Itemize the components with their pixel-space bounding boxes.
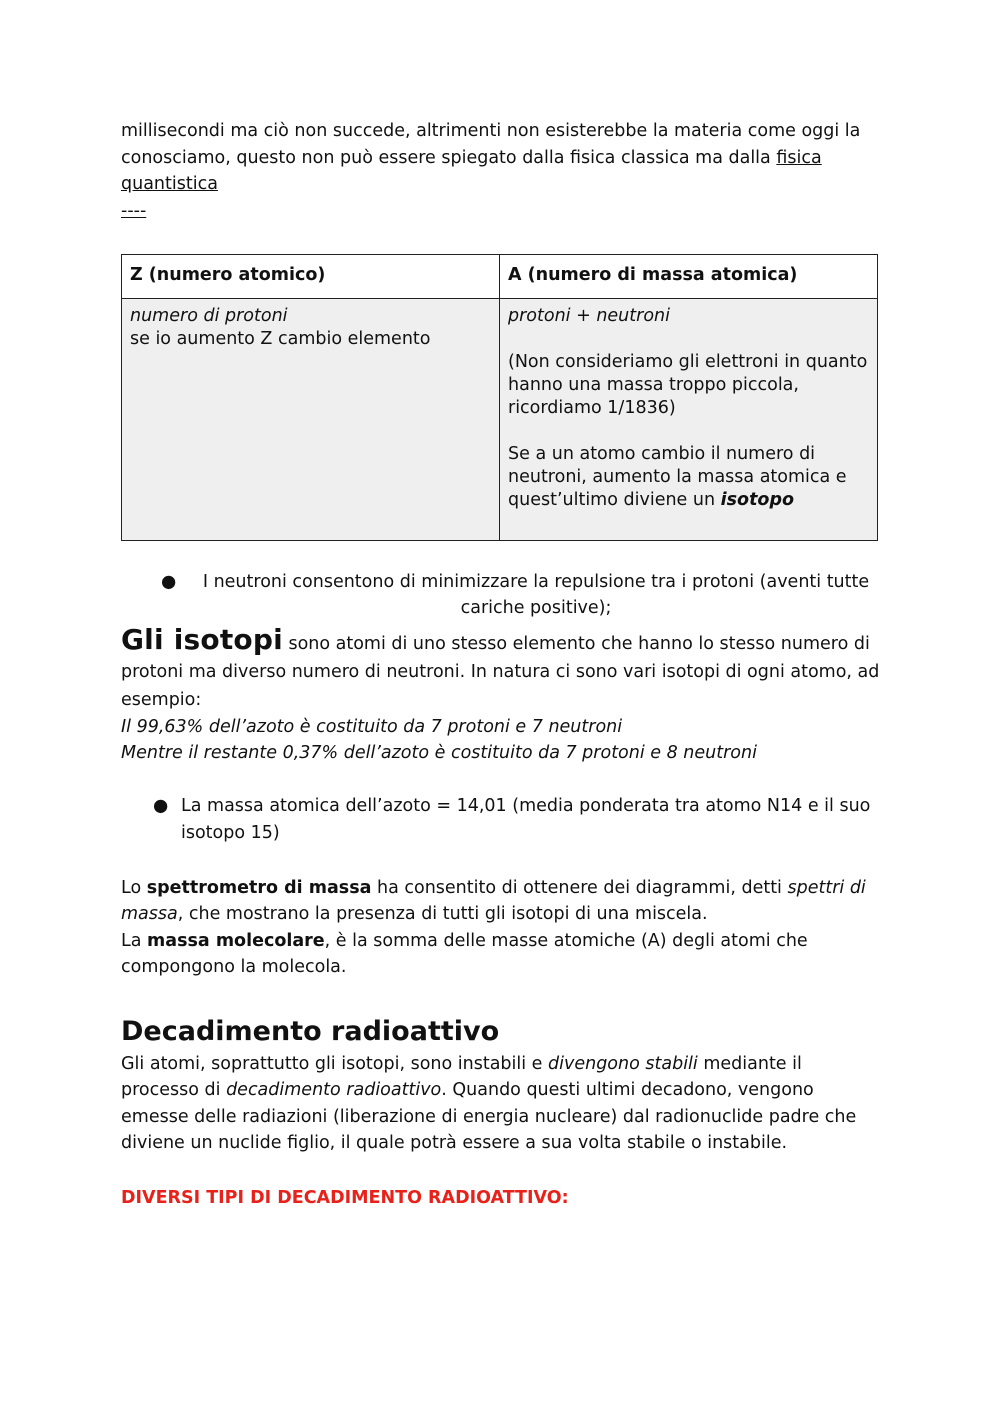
spettri-term: spettri di massa bbox=[121, 877, 866, 924]
massa-molecolare-term: massa molecolare bbox=[147, 930, 325, 951]
isotopes-paragraph bbox=[121, 622, 881, 714]
spettrometro-term: spettrometro di massa bbox=[146, 877, 372, 898]
table-header-z: Z (numero atomico) bbox=[122, 254, 500, 298]
fisica-quantistica-link[interactable]: fisica quantistica bbox=[121, 147, 822, 194]
z-definition: numero di protoni bbox=[130, 305, 288, 326]
isotopes-text: sono atomi di uno stesso elemento che hanno lo stesso numero di protoni ma diverso numero di neutroni. In natura ci sono vari isotopi di ogni atomo, ad esempio: bbox=[121, 633, 880, 710]
nitrogen-example-2: Mentre il restante 0,37% dell’azoto è costituito da 7 protoni e 8 neutroni bbox=[121, 743, 757, 763]
atomic-mass-bullet-text: La massa atomica dell’azoto = 14,01 (media ponderata tra atomo N14 e il suo isotopo 15) bbox=[181, 795, 871, 843]
bullet-dot: ● bbox=[153, 795, 169, 816]
z-note: se io aumento Z cambio elemento bbox=[130, 328, 431, 349]
decay-heading: Decadimento radioattivo bbox=[121, 1015, 500, 1047]
isotopo-term: isotopo bbox=[720, 489, 795, 510]
atomic-mass-bullet bbox=[121, 793, 881, 847]
separator-dashes: ---- bbox=[121, 200, 147, 221]
decay-paragraph: Gli atomi, soprattutto gli isotopi, sono instabili e divengono stabili mediante il processo di decadimento radioattivo. Quando questi ultimi decadono, vengono emesse delle radiazioni (liberazione di energia nucleare) dal radionuclide padre che diviene un nuclide figlio, il quale potrà essere a sua volta stabile o instabile. bbox=[121, 1053, 857, 1153]
a-isotope-note: Se a un atomo cambio il numero di neutroni, aumento la massa atomica e quest’ultimo diviene un isotopo bbox=[508, 443, 847, 510]
document-page bbox=[121, 118, 881, 1211]
molecular-mass-paragraph: La massa molecolare, è la somma delle masse atomiche (A) degli atomi che compongono la molecola. bbox=[121, 930, 808, 977]
bullet-dot: ● bbox=[161, 571, 177, 592]
intro-text: millisecondi ma ciò non succede, altrimenti non esisterebbe la materia come oggi la conosciamo, questo non può essere spiegato dalla fisica classica ma dalla bbox=[121, 121, 861, 168]
intro-paragraph bbox=[121, 118, 881, 198]
atomic-number-table bbox=[121, 254, 878, 541]
decay-types-heading: DIVERSI TIPI DI DECADIMENTO RADIOATTIVO: bbox=[121, 1187, 569, 1208]
table-cell-z bbox=[122, 298, 500, 540]
neutrons-bullet-text: I neutroni consentono di minimizzare la repulsione tra i protoni (aventi tutte cariche positive); bbox=[202, 571, 870, 618]
isotopes-heading: Gli isotopi bbox=[121, 622, 283, 656]
table-cell-a bbox=[500, 298, 878, 540]
table-header-a: A (numero di massa atomica) bbox=[500, 254, 878, 298]
spectrometer-paragraph: Lo spettrometro di massa ha consentito di ottenere dei diagrammi, detti spettri di massa, che mostrano la presenza di tutti gli isotopi di una miscela. bbox=[121, 877, 866, 924]
nitrogen-example-1: Il 99,63% dell’azoto è costituito da 7 protoni e 7 neutroni bbox=[121, 716, 623, 737]
neutrons-bullet bbox=[121, 569, 881, 622]
a-definition: protoni + neutroni bbox=[508, 305, 670, 326]
a-electrons-note: (Non consideriamo gli elettroni in quanto hanno una massa troppo piccola, ricordiamo 1/1836) bbox=[508, 351, 868, 418]
